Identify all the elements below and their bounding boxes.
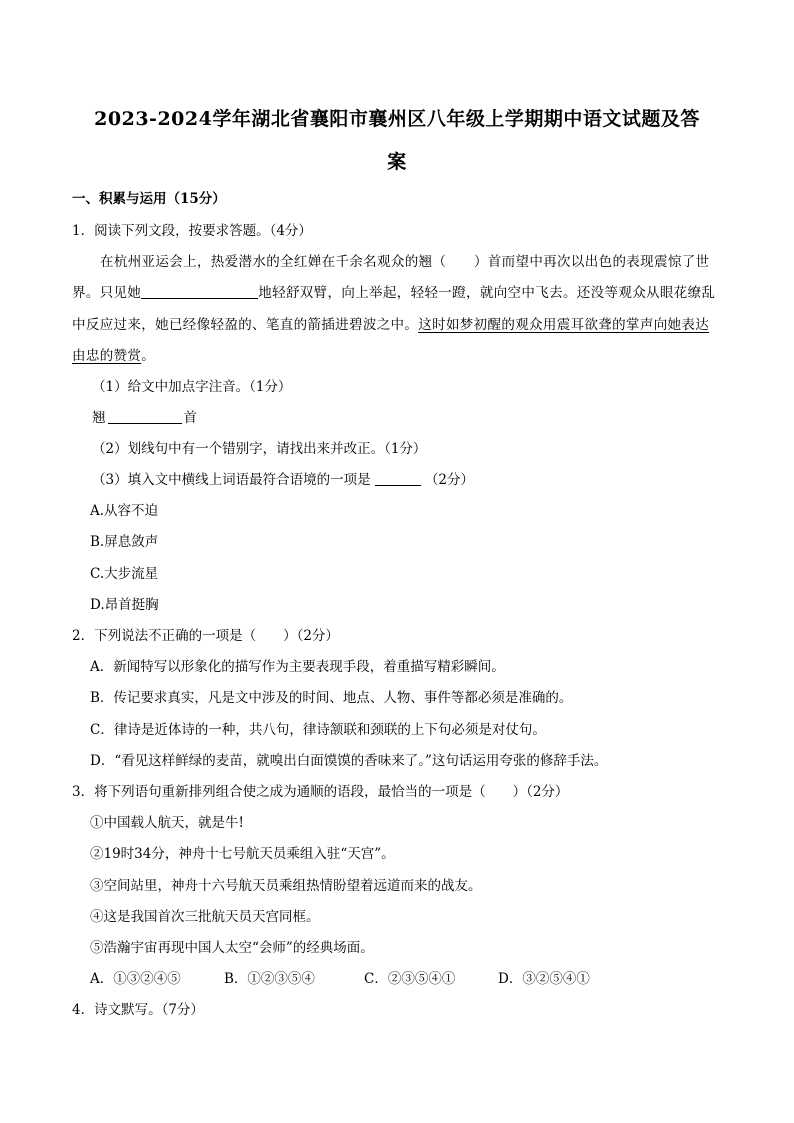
option: C．②③⑤④①	[364, 971, 456, 987]
question-3-stem: 3．将下列语句重新排列组合使之成为通顺的语段，最恰当的一项是（ ）（2分）	[72, 784, 569, 800]
option: C．律诗是近体诗的一种，共八句，律诗颔联和颈联的上下句必须是对仗句。	[90, 722, 546, 738]
sub-question-1: （1）给文中加点字注音。（1分）	[92, 379, 292, 395]
passage-line-3	[72, 313, 709, 333]
passage-line-4	[72, 344, 155, 364]
option: D.昂首挺胸	[90, 597, 159, 613]
passage-line-1: 在杭州亚运会上，热爱潜水的全红婵在千余名观众的翘（ ）首而望中再次以出色的表现震惊了世	[100, 254, 710, 270]
sub-question-3-score: （2分）	[424, 472, 474, 488]
pinyin-char-2: 首	[183, 410, 197, 426]
option: B.屏息敛声	[90, 534, 159, 550]
option: D．“看见这样鲜绿的麦苗，就嗅出白面馍馍的香味来了。”这句话运用夸张的修辞手法。	[90, 753, 608, 769]
sentence-item: ③空间站里，神舟十六号航天员乘组热情盼望着远道而来的战友。	[90, 878, 482, 894]
passage-text: 地轻舒双臂，向上举起，轻轻一蹬，就向空中飞去。还没等观众从眼花缭乱	[258, 285, 716, 301]
sentence-item: ④这是我国首次三批航天员天宫同框。	[90, 909, 320, 925]
passage-text: 。	[141, 348, 156, 364]
question-2-stem: 2．下列说法不正确的一项是（ ）（2分）	[72, 628, 339, 644]
option: B．传记要求真实，凡是文中涉及的时间、地点、人物、事件等都必须是准确的。	[90, 690, 573, 706]
sentence-item: ②19时34分，神舟十七号航天员乘组入驻“天宫”。	[90, 846, 395, 862]
option: A．新闻特写以形象化的描写作为主要表现手段，着重描写精彩瞬间。	[90, 659, 505, 675]
underlined-sentence-end: 由忠的赞赏	[72, 348, 142, 364]
option: A．①③②④⑤	[90, 971, 181, 987]
pinyin-answer-line	[92, 406, 197, 426]
page-title: 2023-2024学年湖北省襄阳市襄州区八年级上学期期中语文试题及答	[94, 108, 700, 130]
option: D．③②⑤④①	[498, 971, 590, 987]
sub-question-3	[92, 468, 474, 488]
passage-text: 界。只见她	[72, 285, 142, 301]
sub-question-2: （2）划线句中有一个错别字，请找出来并改正。（1分）	[92, 441, 427, 457]
option: A.从容不迫	[90, 503, 159, 519]
pinyin-blank[interactable]	[108, 410, 182, 424]
page-title-continued: 案	[387, 151, 407, 173]
fill-blank[interactable]	[141, 285, 258, 299]
option: C.大步流星	[90, 566, 159, 582]
answer-blank[interactable]	[375, 472, 421, 486]
question-1-stem: 1．阅读下列文段，按要求答题。（4分）	[72, 223, 312, 239]
option: B．①②③⑤④	[224, 971, 315, 987]
pinyin-char: 翘	[92, 410, 106, 426]
passage-line-2	[72, 281, 715, 301]
section-heading: 一、积累与运用（15分）	[72, 191, 226, 207]
sentence-item: ①中国载人航天，就是牛!	[90, 815, 244, 831]
underlined-sentence: 这时如梦初醒的观众用震耳欲聋的掌声向她表达	[418, 317, 710, 333]
sub-question-3-text: （3）填入文中横线上词语最符合语境的一项是	[92, 472, 375, 488]
passage-text: 中反应过来，她已经像轻盈的、笔直的箭插进碧波之中。	[72, 317, 419, 333]
sentence-item: ⑤浩瀚宇宙再现中国人太空“会师”的经典场面。	[90, 940, 374, 956]
question-4-stem: 4．诗文默写。（7分）	[72, 1002, 204, 1018]
